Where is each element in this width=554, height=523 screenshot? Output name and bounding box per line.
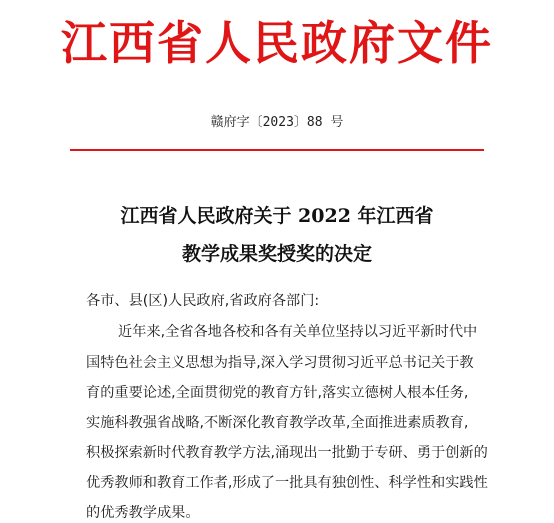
body-paragraph-line: 积极探索新时代教育教学方法,涌现出一批勤于专研、勇于创新的	[86, 445, 488, 461]
body-paragraph-line: 的优秀教学成果。	[86, 505, 200, 521]
masthead-title: 江西省人民政府文件	[61, 16, 493, 70]
document-title-line-1: 江西省人民政府关于 2022 年江西省	[120, 205, 434, 227]
body-paragraph-line: 国特色社会主义思想为指导,深入学习贯彻习近平总书记关于教	[86, 355, 474, 371]
body-paragraph-line: 实施科教强省战略,不断深化教育教学改革,全面推进素质教育,	[86, 415, 469, 431]
body-paragraph-line: 育的重要论述,全面贯彻党的教育方针,落实立德树人根本任务,	[86, 385, 469, 401]
document-title-line-2: 教学成果奖授奖的决定	[181, 243, 372, 265]
document-number: 赣府字〔2023〕88 号	[210, 115, 344, 130]
body-paragraph-line: 优秀教师和教育工作者,形成了一批具有独创性、科学性和实践性	[86, 475, 488, 491]
body-paragraph-line: 近年来,全省各地各校和各有关单位坚持以习近平新时代中	[118, 324, 478, 340]
addressee-line: 各市、县(区)人民政府,省政府各部门:	[86, 293, 320, 309]
red-separator-rule	[70, 149, 484, 151]
